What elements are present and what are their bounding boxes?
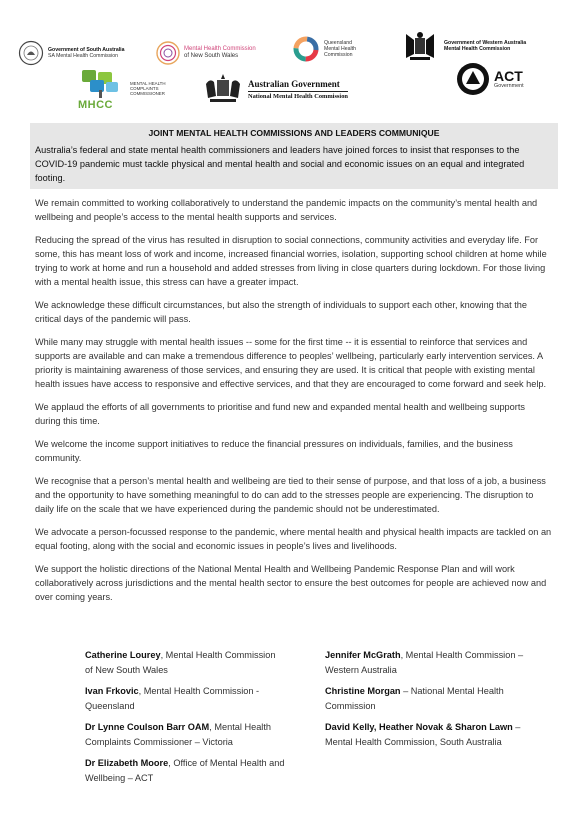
sa-crest-icon	[18, 40, 44, 66]
mhcc-logo-line2: COMPLAINTS	[130, 86, 159, 91]
signatory-name: Christine Morgan	[325, 686, 401, 696]
signatory-role: , Mental Health Commission - Queensland	[85, 686, 260, 711]
document-title: JOINT MENTAL HEALTH COMMISSIONS AND LEADERS COMMUNIQUE	[148, 128, 440, 138]
mhcc-logo-line1: MENTAL HEALTH	[130, 81, 166, 86]
body-paragraph: We remain committed to working collaboratively to understand the pandemic impacts on the community’s mental health and wellbeing and people’s access to the mental health supports and services.	[35, 198, 538, 222]
australian-government-logo	[202, 74, 348, 104]
signatory-role: , Mental Health Commission of New South Wales	[85, 650, 276, 675]
signatory	[85, 756, 285, 785]
signatory-role: , Mental Health Commission – Western Australia	[325, 650, 524, 675]
mhcc-logo-mark: MHCC	[78, 99, 113, 111]
signatory-name: David Kelly, Heather Novak & Sharon Lawn	[325, 722, 513, 732]
act-logo-line2: Government	[494, 83, 524, 89]
qld-color-ring-icon	[291, 34, 321, 64]
signatory	[325, 684, 525, 713]
body-paragraph: While many may struggle with mental health issues -- some for the first time -- it is essential to reinforce that services and supports are available and can make a tremendous difference to peoples’ wellbeing, particularly early intervention services. A priority is maintaining awareness of those services, and ensuring they are used. It is critical that people with existing mental health issues have access to responsive and effective services, and that they are encouraged to come forward and seek help.	[35, 337, 547, 389]
body-paragraph: We welcome the income support initiatives to reduce the financial pressures on individuals, families, and the business community.	[35, 439, 513, 463]
commonwealth-crest-icon	[202, 74, 244, 104]
signatory	[85, 684, 285, 713]
mhcc-logo	[78, 70, 166, 111]
sa-logo-line1: Government of South Australia	[48, 47, 125, 53]
act-crest-icon	[456, 62, 490, 96]
body-paragraph: We advocate a person-focussed response to the pandemic, where mental health and physical health impacts are tackled on an equal footing, along with the social and economic issues in people’s lives and livelihoods.	[35, 527, 552, 551]
ag-logo-line2: National Mental Health Commission	[248, 92, 348, 100]
qld-logo-line1: Queensland	[324, 40, 352, 46]
signatory-name: Ivan Frkovic	[85, 686, 139, 696]
mhcc-logo-line3: COMMISSIONER	[130, 91, 165, 96]
ag-logo-line1: Australian Government	[248, 78, 340, 89]
signatory-name: Dr Elizabeth Moore	[85, 758, 169, 768]
qld-logo-line3: Commission	[324, 52, 353, 58]
document-body	[35, 196, 553, 613]
body-paragraph: We applaud the efforts of all governments to prioritise and fund new and expanded mental health and wellbeing supports during this time.	[35, 402, 525, 426]
wa-government-logo	[400, 30, 526, 62]
signatory-role: , Mental Health Complaints Commissioner – Victoria	[85, 722, 272, 747]
wa-logo-line2: Mental Health Commission	[444, 46, 511, 52]
qld-logo-line2: Mental Health	[324, 46, 357, 52]
signatory-role: – Mental Health Commission, South Australia	[325, 722, 521, 747]
body-paragraph: We acknowledge these difficult circumstances, but also the strength of individuals to support each other, knowing that the critical days of the pandemic will pass.	[35, 300, 527, 324]
act-logo-mark: ACT	[494, 68, 523, 84]
signatory	[325, 720, 525, 749]
signatory	[325, 648, 525, 677]
act-government-logo	[456, 62, 524, 96]
signatory	[85, 720, 295, 749]
mhcc-tree-icon	[78, 70, 128, 98]
body-paragraph: Reducing the spread of the virus has resulted in disruption to social connections, community activities and everyday life. For some, this has meant loss of work and income, increased financial worries, isolation, supporting school children at home while trying to work at home and run a household and added stresses from living in close quarters during lockdown. For those living with a mental health issue, this stress can have a greater impact.	[35, 235, 547, 287]
signatory-name: Jennifer McGrath	[325, 650, 401, 660]
nsw-commission-logo	[155, 40, 256, 66]
body-paragraph: We support the holistic directions of the National Mental Health and Wellbeing Pandemic Response Plan and will work collaboratively across jurisdictions and the mental health sector to ensure the best outcomes for people are achieved now and over coming years.	[35, 564, 547, 602]
sa-logo-line2: SA Mental Health Commission	[48, 53, 119, 59]
communique-banner	[30, 123, 558, 189]
document-intro: Australia’s federal and state mental health commissioners and leaders have joined forces to insist that responses to the COVID-19 pandemic must tackle physical and mental health and social and economic issues on an equal and integrated footing.	[35, 145, 525, 183]
sa-government-logo	[18, 40, 124, 66]
signatory	[85, 648, 285, 677]
wa-crest-icon	[400, 30, 440, 62]
signatory-name: Catherine Lourey	[85, 650, 161, 660]
nsw-logo-line2: of New South Wales	[184, 53, 239, 59]
signatory-role: , Office of Mental Health and Wellbeing – ACT	[85, 758, 285, 783]
wa-logo-line1: Government of Western Australia	[444, 40, 527, 46]
qld-commission-logo	[291, 34, 356, 64]
nsw-logo-line1: Mental Health Commission	[184, 46, 256, 52]
nsw-swirl-icon	[155, 40, 181, 66]
signatory-name: Dr Lynne Coulson Barr OAM	[85, 722, 210, 732]
signatory-role: – National Mental Health Commission	[325, 686, 504, 711]
body-paragraph: We recognise that a person’s mental health and wellbeing are tied to their sense of purpose, and that loss of a job, a business and the opportunity to have something meaningful to do can add to the stresses people are experiencing. The disruption to daily life on the scale that we have experienced during the pandemic should not be underestimated.	[35, 476, 546, 514]
